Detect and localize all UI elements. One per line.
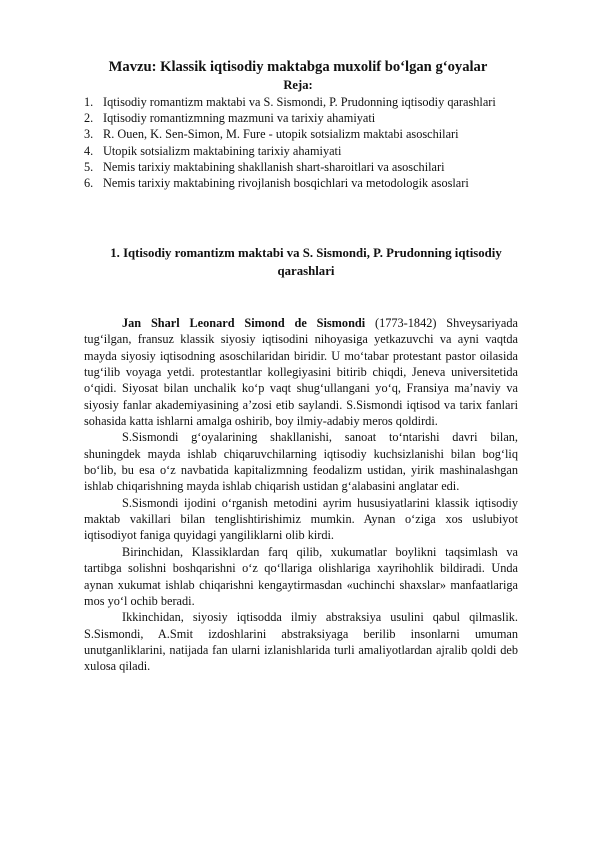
plan-item-text: Nemis tarixiy maktabining shakllanish shart-sharoitlari va asoschilari (103, 159, 445, 174)
plan-item-text: Iqtisodiy romantizm maktabi va S. Sismondi, P. Prudonning iqtisodiy qarashlari (103, 95, 496, 109)
plan-item (84, 126, 518, 142)
plan-item-text: Utopik sotsializm maktabining tarixiy ahamiyati (103, 143, 342, 158)
plan-item (84, 110, 518, 126)
section-heading: 1. Iqtisodiy romantizm maktabi va S. Sismondi, P. Prudonning iqtisodiy qarashlari (110, 246, 502, 278)
plan-list (84, 94, 518, 191)
plan-item-text: R. Ouen, K. Sen-Simon, M. Fure - utopik sotsializm maktabi asoschilari (103, 127, 459, 142)
plan-item (84, 94, 518, 110)
paragraph-1-text: (1773-1842) Shveysariyada tug‘ilgan, fransuz klassik siyosiy iqtisodini nihoyasiga yetkazuvchi va ayni vaqtda mayda siyosiy iqtisodning asoschilaridan biridir. U mo‘tabar protestant pastor oilasida tug‘ilib voyaga yetdi. protestantlar kollegiyasini bitirib chiqdi, Jeneva universitetida o‘qidi. Siyosat bilan unchalik ko‘p vaqt shug‘ullangani yo‘q, Fransiya ma’naviy va siyosiy fanlar akademiyasining a’zosi etib saylandi. S.Sismondi iqtisod va tarix fanlari sohasida katta ishlarni amalga oshirib, boy ilmiy-adabiy meros qoldirdi. (84, 316, 518, 429)
paragraph-5: Ikkinchidan, siyosiy iqtisodda ilmiy abstraksiya usulini qabul qilmaslik. S.Sismondi, A.Smit izdoshlarini abstraksiyaga berilib insonlarni umuman unutganliklarini, natijada fan ularni izlanishlarida turli amaliyotlardan ajralib qoldi deb xulosa qiladi. (84, 610, 518, 674)
plan-item-number: 4. (84, 143, 94, 158)
plan-item (84, 159, 518, 175)
plan-item-text: Iqtisodiy romantizmning mazmuni va tarixiy ahamiyati (103, 111, 376, 126)
plan-item-number: 3. (84, 127, 94, 142)
plan-item-number: 6. (84, 176, 94, 191)
paragraph-2: S.Sismondi g‘oyalarining shakllanishi, sanoat to‘ntarishi davri bilan, shuningdek mayda ishlab chiqaruvchilarning iqtisodiy kuchsizlanishi bilan bog‘liq bo‘lib, bu esa o‘z navbatida kapitalizmning feodalizm ustidan, yirik mashinalashgan ishlab chiqarishning mayda ishlab chiqarish ustidan g‘alabasini anglatar edi. (84, 430, 518, 494)
plan-item-number: 1. (84, 95, 94, 109)
plan-item (84, 143, 518, 159)
plan-item-text: Nemis tarixiy maktabining rivojlanish bosqichlari va metodologik asoslari (103, 176, 469, 191)
paragraph-3: S.Sismondi ijodini o‘rganish metodini ayrim hususiyatlarini klassik iqtisodiy maktab vakillari bilan tenglishtirishimiz mumkin. Aynan o‘ziga xos uslubiyot iqtisodiyot faniga quyidagi yangiliklarni olib kirdi. (84, 495, 518, 543)
document-title: Mavzu: Klassik iqtisodiy maktabga muxolif bo‘lgan g‘oyalar (108, 59, 488, 75)
paragraph-4: Birinchidan, Klassiklardan farq qilib, xukumatlar boylikni taqsimlash va tartibga solishni boshqarishni o‘z qo‘llariga olishlariga xayrihohlik bildiradi. Unda aynan xukumat ishlab chiqarishni kengaytirmasdan «uchinchi shaxslar» manfaatlariga mos yo‘l ochib beradi. (84, 544, 518, 608)
plan-heading: Reja: (283, 78, 313, 92)
body-text (84, 315, 518, 675)
author-name: Jan Sharl Leonard Simond de Sismondi (122, 316, 366, 330)
paragraph-1 (84, 315, 518, 429)
plan-item (84, 175, 518, 191)
plan-item-number: 5. (84, 159, 94, 174)
plan-item-number: 2. (84, 111, 94, 126)
